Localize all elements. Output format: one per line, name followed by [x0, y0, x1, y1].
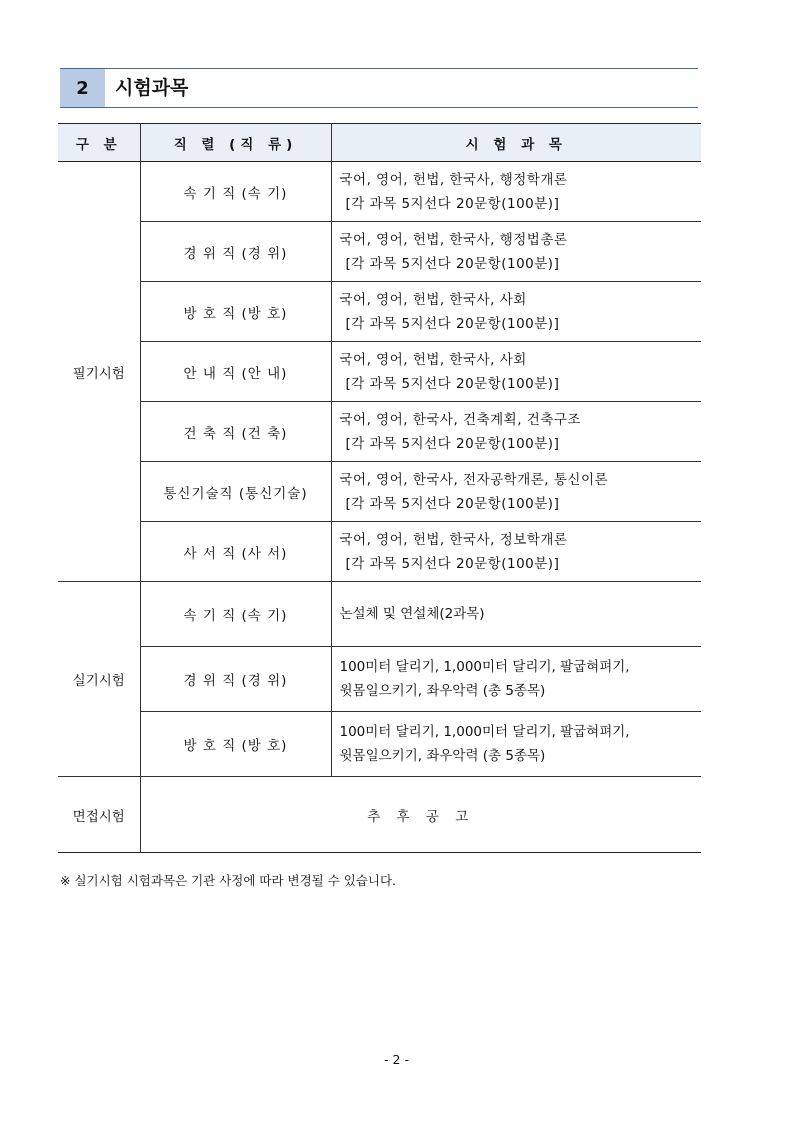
- subjects-list: 국어, 영어, 헌법, 한국사, 사회: [339, 291, 527, 308]
- subjects-list: 국어, 영어, 헌법, 한국사, 행정법총론: [339, 231, 568, 248]
- table-row: [58, 522, 701, 582]
- position-cell: 방 호 직 (방 호): [140, 712, 331, 777]
- subjects-detail: [각 과목 5지선다 20문항(100분)]: [345, 435, 560, 452]
- table-row: [58, 712, 701, 777]
- subjects-detail: [각 과목 5지선다 20문항(100분)]: [345, 495, 560, 512]
- subjects-detail: [각 과목 5지선다 20문항(100분)]: [345, 195, 560, 212]
- table-row: [58, 342, 701, 402]
- subjects-list: 국어, 영어, 한국사, 건축계획, 건축구조: [339, 411, 581, 428]
- subjects-cell: [331, 582, 701, 647]
- section-header: [60, 68, 698, 108]
- subjects-cell: [331, 282, 701, 342]
- table-header-row: [58, 124, 701, 162]
- header-subjects: 시 험 과 목: [331, 124, 701, 162]
- table-row: [58, 462, 701, 522]
- subjects-detail: [각 과목 5지선다 20문항(100분)]: [345, 255, 560, 272]
- subjects-cell: [331, 522, 701, 582]
- table-row: [58, 402, 701, 462]
- position-cell: 경 위 직 (경 위): [140, 647, 331, 712]
- subjects-list: 100미터 달리기, 1,000미터 달리기, 팔굽혀펴기,: [339, 724, 630, 740]
- subjects-cell: [331, 712, 701, 777]
- table-row: [58, 647, 701, 712]
- interview-content: 추 후 공 고: [140, 777, 701, 853]
- page-number: - 2 -: [384, 1052, 409, 1067]
- subjects-cell: [331, 162, 701, 222]
- table-row: [58, 582, 701, 647]
- subjects-cell: [331, 402, 701, 462]
- subjects-detail: [각 과목 5지선다 20문항(100분)]: [345, 315, 560, 332]
- table-row: [58, 162, 701, 222]
- subjects-list: 국어, 영어, 헌법, 한국사, 정보학개론: [339, 531, 568, 548]
- category-written: 필기시험: [58, 162, 140, 582]
- subjects-list-cont: 윗몸일으키기, 좌우악력 (총 5종목): [339, 683, 546, 699]
- table-row: [58, 777, 701, 853]
- header-position: 직 렬 (직 류): [140, 124, 331, 162]
- subjects-list: 국어, 영어, 헌법, 한국사, 사회: [339, 351, 527, 368]
- header-category: 구 분: [58, 124, 140, 162]
- subjects-cell: [331, 647, 701, 712]
- position-cell: 건 축 직 (건 축): [140, 402, 331, 462]
- section-number: 2: [60, 69, 105, 107]
- position-cell: 방 호 직 (방 호): [140, 282, 331, 342]
- position-cell: 경 위 직 (경 위): [140, 222, 331, 282]
- subjects-detail: [각 과목 5지선다 20문항(100분)]: [345, 375, 560, 392]
- subjects-list: 논설체 및 연설체(2과목): [339, 606, 485, 622]
- exam-subjects-table: [58, 123, 701, 853]
- table-row: [58, 222, 701, 282]
- category-interview: 면접시험: [58, 777, 140, 853]
- subjects-list-cont: 윗몸일으키기, 좌우악력 (총 5종목): [339, 748, 546, 764]
- footnote: ※ 실기시험 시험과목은 기관 사정에 따라 변경될 수 있습니다.: [60, 873, 397, 888]
- subjects-list: 국어, 영어, 헌법, 한국사, 행정학개론: [339, 171, 568, 188]
- position-cell: 속 기 직 (속 기): [140, 582, 331, 647]
- table-row: [58, 282, 701, 342]
- position-cell: 안 내 직 (안 내): [140, 342, 331, 402]
- subjects-detail: [각 과목 5지선다 20문항(100분)]: [345, 555, 560, 572]
- position-cell: 사 서 직 (사 서): [140, 522, 331, 582]
- subjects-list: 100미터 달리기, 1,000미터 달리기, 팔굽혀펴기,: [339, 659, 630, 675]
- subjects-cell: [331, 462, 701, 522]
- position-cell: 속 기 직 (속 기): [140, 162, 331, 222]
- subjects-list: 국어, 영어, 한국사, 전자공학개론, 통신이론: [339, 471, 609, 488]
- category-practical: 실기시험: [58, 582, 140, 777]
- position-cell: 통신기술직 (통신기술): [140, 462, 331, 522]
- subjects-cell: [331, 342, 701, 402]
- section-title: 시험과목: [115, 77, 189, 99]
- subjects-cell: [331, 222, 701, 282]
